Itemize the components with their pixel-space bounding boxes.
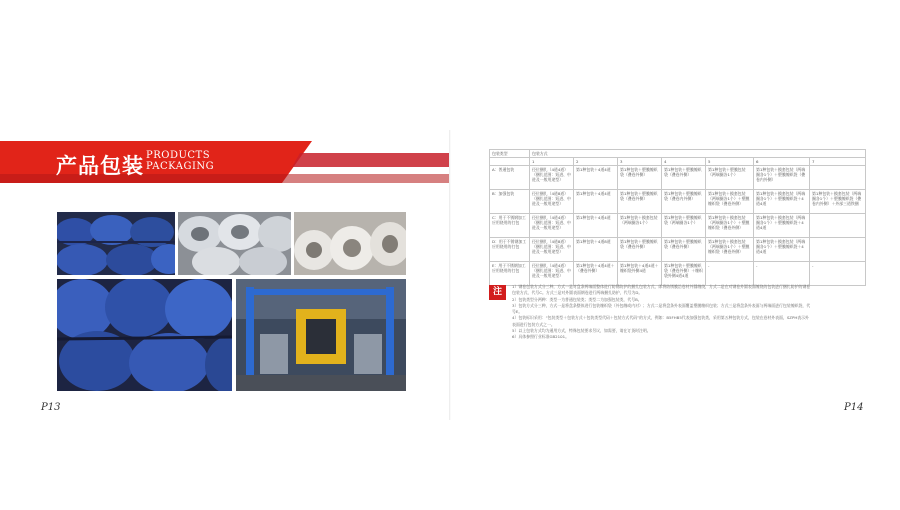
table-row: A：普通包装 径位捆扎（4道4道）（捆扎范围：短进、中进及一般用途型） 第1种包装＋4道4道 第1种包装＋塑膜缠织袋（叠卷外侧） 第1种包装＋塑膜缠织袋（叠卷外侧） 第1种包装＋塑膜包装（两端圈各1个） 第1种包装＋摸套包装（两端圈各1个）＋塑膜缠织袋（叠卷内外侧） bbox=[490, 166, 866, 190]
photo-blue-coils bbox=[57, 212, 175, 275]
table-header-row bbox=[490, 150, 866, 158]
packaging-table bbox=[489, 149, 866, 286]
col-number: 7 bbox=[810, 158, 866, 166]
col-number: 6 bbox=[754, 158, 810, 166]
title-en bbox=[146, 150, 214, 172]
photo-silver-coils bbox=[178, 212, 291, 275]
col-number: 2 bbox=[574, 158, 618, 166]
table-row: E：用于不锈钢加工应用绕用的打包 径位捆扎（4道4道）（捆扎范围：短进、中进及一般用途型） 第1种包装＋4道4道＋（叠卷外侧） 第1种包装＋4道4道＋缠织袋外侧4道 第1种包装＋塑膜缠织袋（叠卷外侧）＋缠织袋外侧4道4道 - - - bbox=[490, 262, 866, 286]
table-row: D：用于不锈钢加工应用绕用的打包 径位捆扎（4道8道）（捆扎范围：短进、中进及一般用途型） 第1种包装＋4道8道 第1种包装＋塑膜缠织袋（叠卷外侧） 第1种包装＋塑膜缠织袋（叠卷外侧） 第1种包装＋摸套包装（两端圈各1个）＋塑膜缠织袋（叠卷外侧） 第1种包装＋摸套包装（两端圈各1个）＋塑膜缠织袋＋4道4道 bbox=[490, 238, 866, 262]
page-number-left: P13 bbox=[41, 402, 61, 413]
photo-packaging-machine bbox=[236, 279, 406, 391]
col-number: 4 bbox=[662, 158, 706, 166]
header-type: 包装类型 bbox=[490, 150, 530, 158]
note-item: 5）以上包装方式均为通用方式，特殊包装要求另议，如需要，请在订货时注明。 bbox=[512, 328, 651, 334]
note-item: 3）包装方式分三种，方式一是将盘条整体进行包装缠织袋（外包缠或内衬）；方式二是将盘条外表面覆盖塑膜缠织包装；方式三是将盘条外表面与两端面进行包装缠织袋，代号E。 bbox=[512, 302, 811, 315]
title-en-line2: PACKAGING bbox=[146, 161, 215, 172]
notes-list bbox=[512, 284, 812, 341]
photo-wrapped-coils bbox=[294, 212, 406, 275]
col-number: 1 bbox=[530, 158, 574, 166]
col-number: 3 bbox=[618, 158, 662, 166]
title-cn: 产品包装 bbox=[56, 154, 144, 178]
title-en-line1: PRODUCTS bbox=[146, 150, 211, 161]
page-number-right: P14 bbox=[844, 402, 864, 413]
table-row: C：用于不锈钢加工应用绕用的打包 径位捆扎（4道4道）（捆扎范围：短进、中进及一般用途型） 第1种包装＋4道4道 第1种包装＋摸套包装（两端圈各1个） 第1种包装＋塑膜缠织袋（两端圈各1个） 第1种包装＋摸套包装（两端圈各1个）＋塑膜缠织袋（叠卷外侧） 第1种包装＋摸套包装（两端圈各1个）＋塑膜缠织袋＋4道4道 bbox=[490, 214, 866, 238]
note-tag: 注 bbox=[489, 285, 506, 300]
table-row: B：加强包装 径位捆扎（4道8道）（捆扎范围：短进、中进及一般用途型） 第1种包装＋4道4道 第1种包装＋塑膜缠织袋（叠卷外侧） 第1种包装＋塑膜缠织袋（叠卷内外侧） 第1种包装＋摸套包装（两端圈各1个）＋塑膜缠织袋（叠卷外侧） 第1种包装＋摸套包装（两端圈各1个）＋塑膜缠织袋＋4道4道 第1种包装＋摸套包装（两端圈各1个）＋塑膜缠织袋（叠卷内外侧）＋外部三道铁捆 bbox=[490, 190, 866, 214]
note-item: 6）具体参照行业标准GB2101。 bbox=[512, 334, 569, 340]
photo-blue-coil-stack bbox=[57, 279, 232, 391]
table-number-row bbox=[490, 158, 866, 166]
col-number: 5 bbox=[706, 158, 754, 166]
note-item: 4）包装标识采用：“包装类型＋包装方式＋包装类型代码＋包装方式代码”的方式，例如：B5FHB5代表加强包装类，采用第五种包装方式，包装在卷材外表面，SZPH表示外表面进行包装方式之一。 bbox=[512, 315, 809, 327]
note-item: 1）钢卷包装方式分三种，方式一是对盘条两端面整体进行防锈防护的捆扎包装方式，即将防锈膜沿卷材外圆缠绕，方式二是在对钢卷外圆表面缠绕的包装进行捆扎防护的钢卷包装方式，代号C。方式三是对外圆表面钢卷进行两端捆扎防护，代号为D。 bbox=[512, 284, 811, 296]
header-method: 包装方式 bbox=[530, 150, 866, 158]
note-item: 2）包装类型分两种：类型一为普通包装类；类型二为加强包装类，代号B。 bbox=[512, 296, 642, 302]
